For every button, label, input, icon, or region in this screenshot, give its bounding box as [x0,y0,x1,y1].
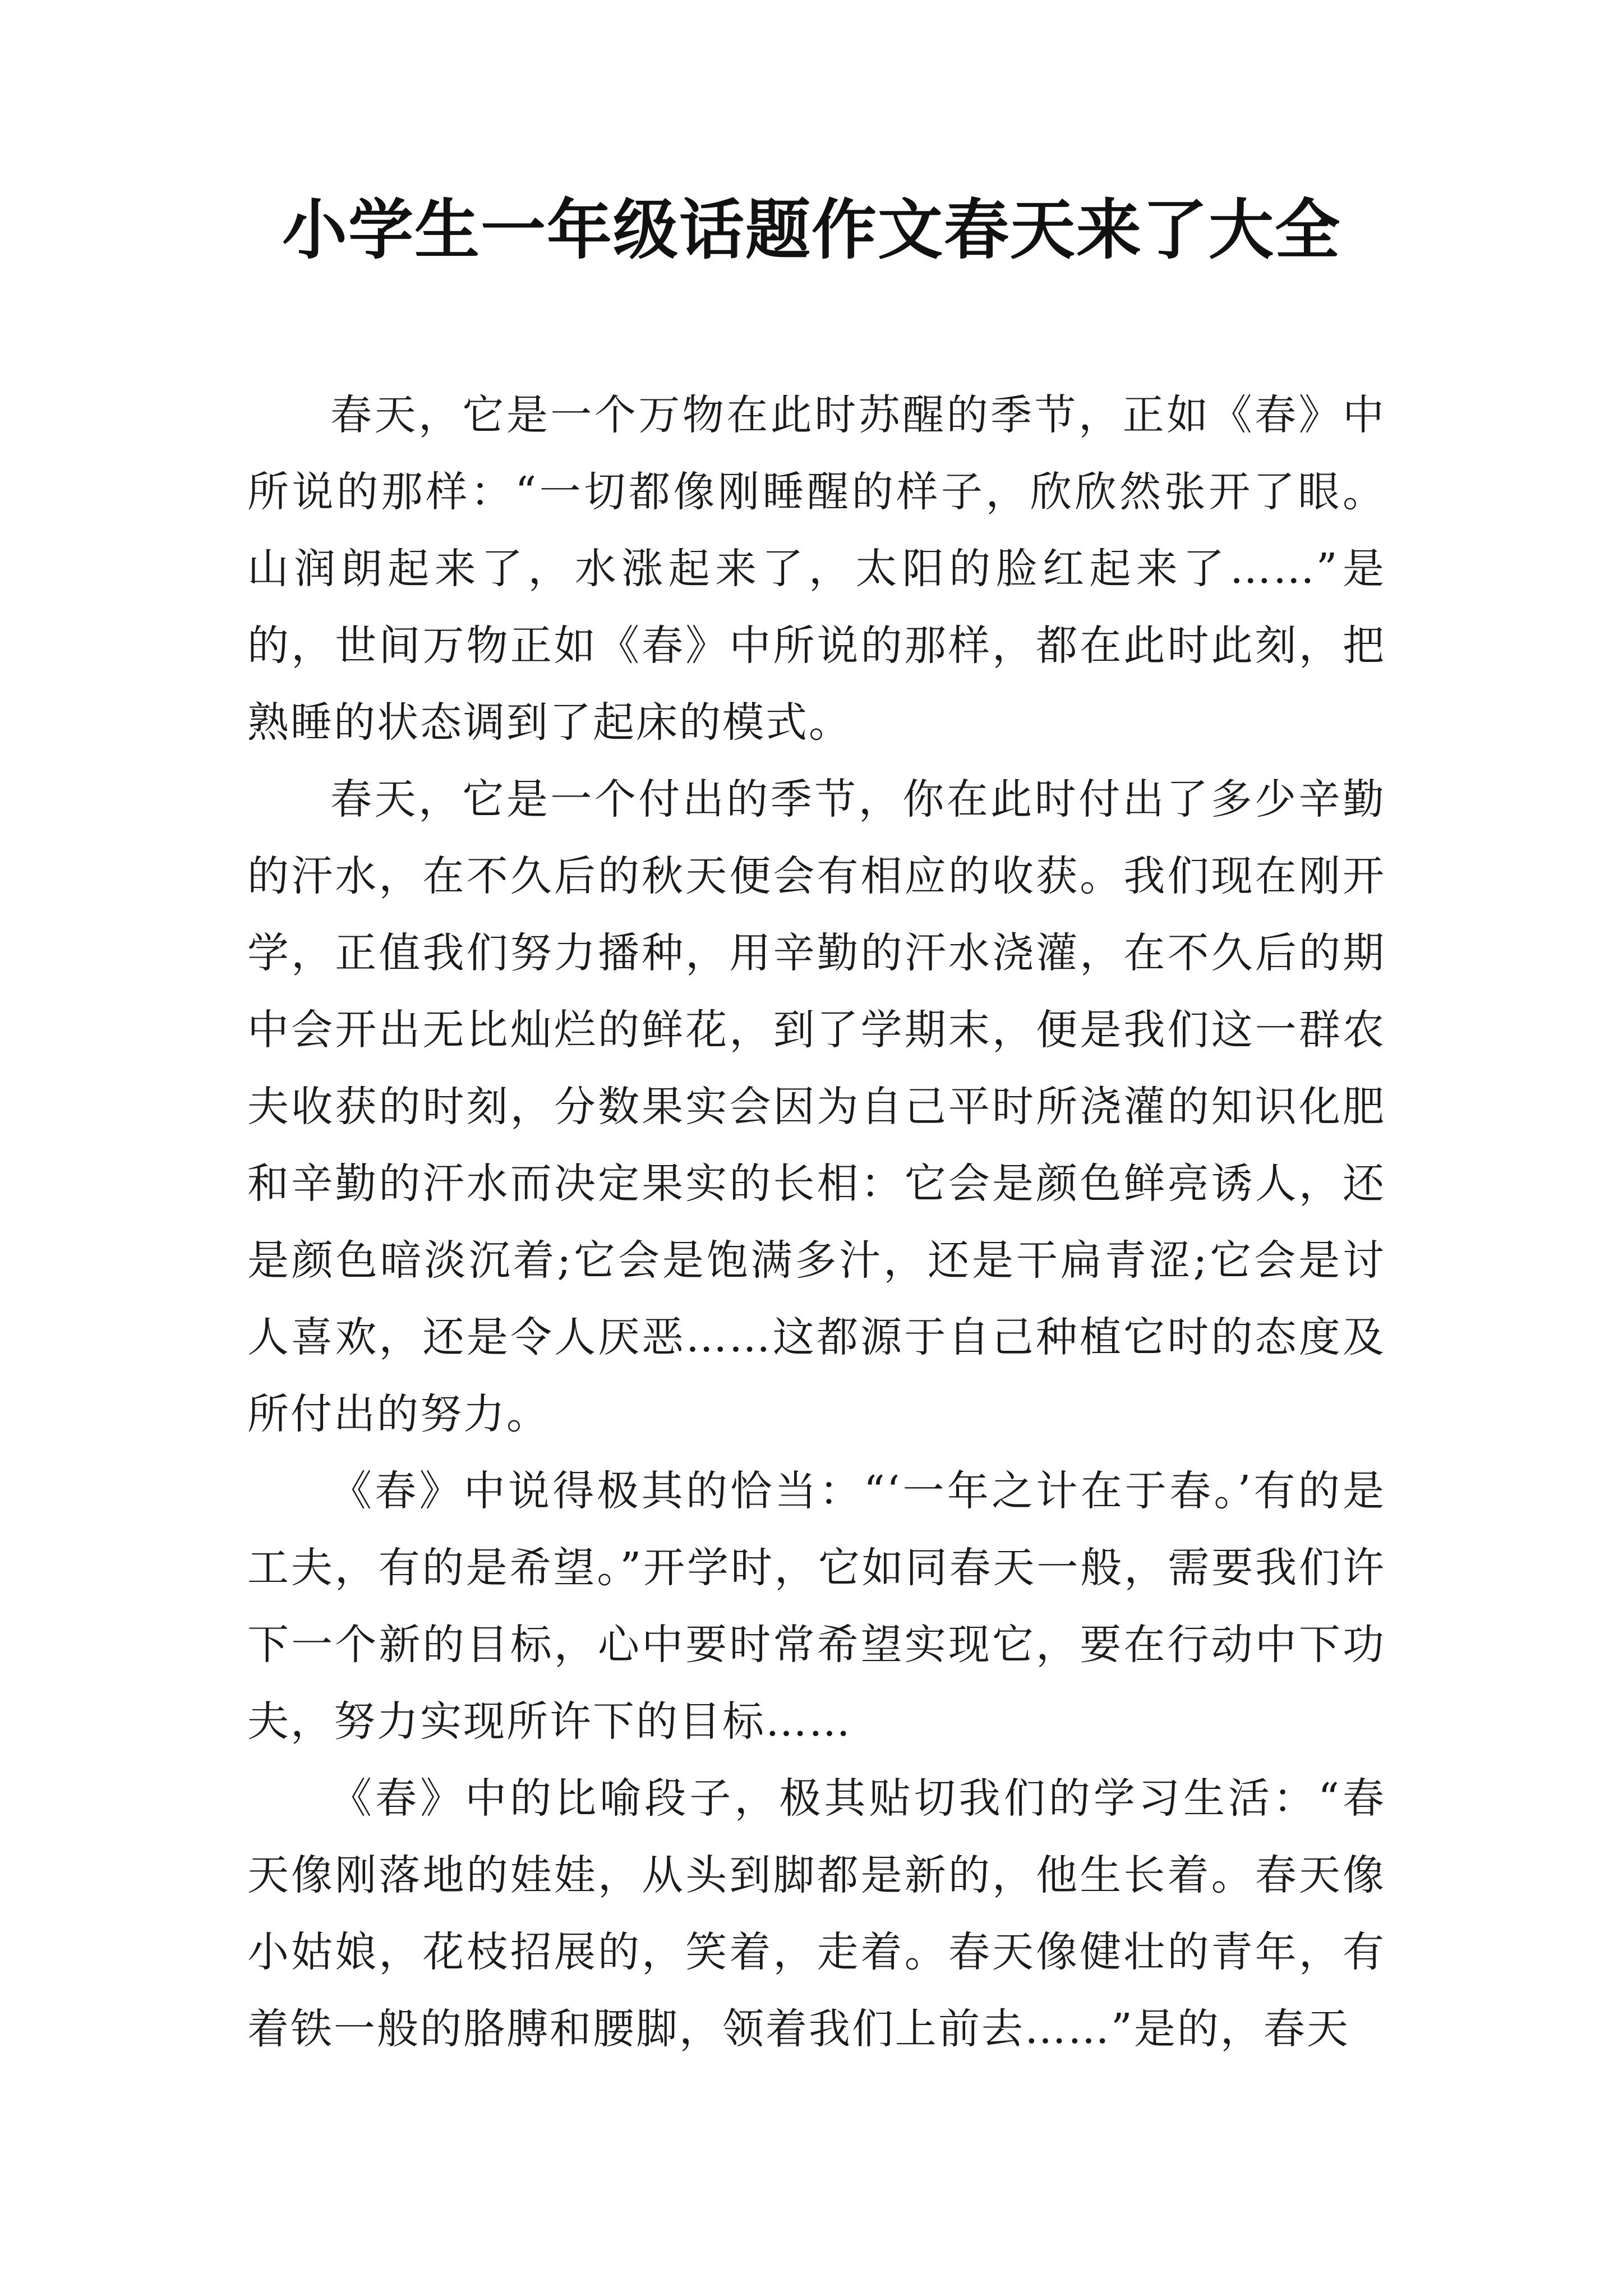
paragraph: 春天，它是一个万物在此时苏醒的季节，正如《春》中所说的那样：“一切都像刚睡醒的样子，欣欣然张开了眼。山润朗起来了，水涨起来了，太阳的脸红起来了……”是的，世间万物正如《春》中所说的那样，都在此时此刻，把熟睡的状态调到了起床的模式。 [247,391,1386,747]
paragraph: 《春》中说得极其的恰当：“‘一年之计在于春。’有的是工夫，有的是希望。”开学时，它如同春天一般，需要我们许下一个新的目标，心中要时常希望实现它，要在行动中下功夫，努力实现所许下的目标…… [247,1467,1386,1746]
document-body [247,377,1386,2068]
document-title: 小学生一年级话题作文春天来了大全 [282,192,1341,268]
paragraph: 春天，它是一个付出的季节，你在此时付出了多少辛勤的汗水，在不久后的秋天便会有相应的收获。我们现在刚开学，正值我们努力播种，用辛勤的汗水浇灌，在不久后的期中会开出无比灿烂的鲜花，到了学期末，便是我们这一群农夫收获的时刻，分数果实会因为自己平时所浇灌的知识化肥和辛勤的汗水而决定果实的长相：它会是颜色鲜亮诱人，还是颜色暗淡沉着;它会是饱满多汁，还是干扁青涩;它会是讨人喜欢，还是令人厌恶……这都源于自己种植它时的态度及所付出的努力。 [247,775,1386,1438]
paragraph: 《春》中的比喻段子，极其贴切我们的学习生活：“春天像刚落地的娃娃，从头到脚都是新的，他生长着。春天像小姑娘，花枝招展的，笑着，走着。春天像健壮的青年，有着铁一般的胳膊和腰脚，领着我们上前去……”是的，春天 [247,1774,1386,2053]
